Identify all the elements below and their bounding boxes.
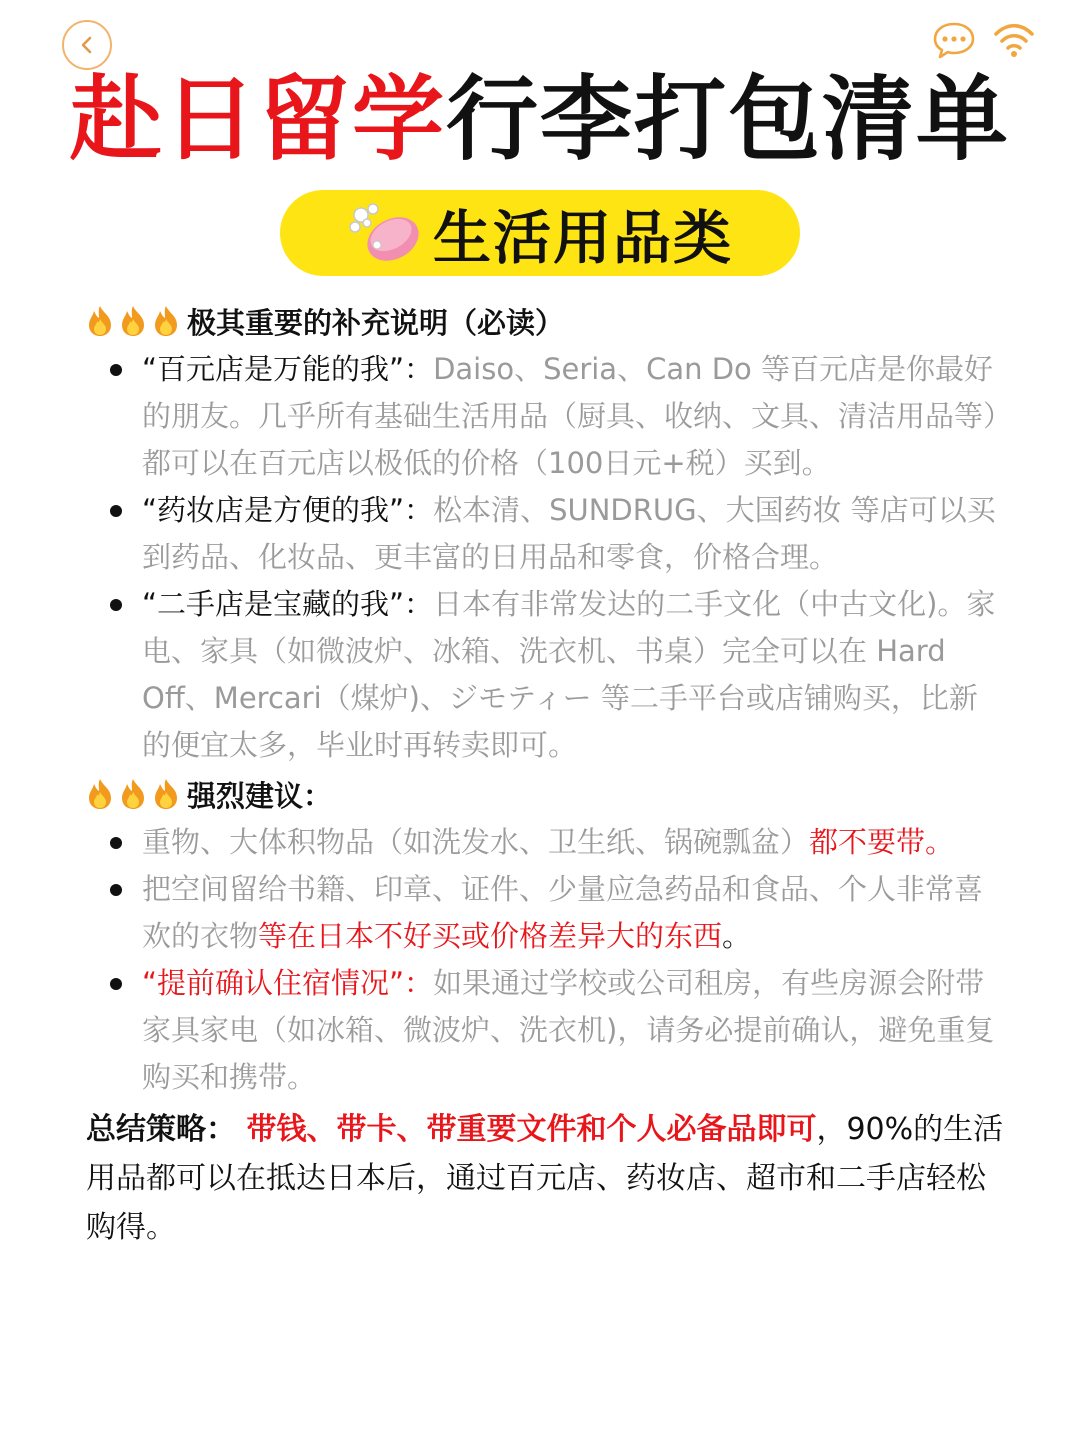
fire-icon: [150, 777, 182, 811]
section1-heading-text: 极其重要的补充说明（必读）: [187, 305, 565, 340]
chat-bubble-icon[interactable]: [932, 20, 976, 60]
item-highlight: 都不要带。: [809, 825, 955, 859]
item-lead: “二手店是宝藏的我”：: [142, 587, 434, 621]
fire-icon: [150, 304, 182, 338]
item-text: 把空间留给书籍、印章、证件、少量应急药品和食品、个人非常喜欢的衣物: [142, 872, 984, 953]
section-heading-suggestions: [84, 771, 1004, 817]
soap-icon: [347, 201, 423, 265]
category-label: 生活用品类: [432, 204, 733, 272]
list-item: [84, 581, 1004, 769]
fire-icon: [117, 777, 149, 811]
important-notes-list: [84, 346, 1004, 769]
item-lead: “百元店是万能的我”：: [142, 352, 434, 386]
fire-icon: [117, 304, 149, 338]
item-lead: “提前确认住宿情况”：: [142, 966, 434, 1000]
summary-text: ，90%的生活用品都可以在抵达日本后，通过百元店、药妆店、超市和二手店轻松购得。: [86, 1112, 1004, 1245]
page-title: [0, 60, 1080, 180]
item-text: 如果通过学校或公司租房，有些房源会附带家具家电（如冰箱、微波炉、洗衣机)，请务必提前确认，避免重复购买和携带。: [142, 966, 995, 1094]
fire-icons: [84, 777, 183, 811]
summary-label: 总结策略：: [86, 1112, 236, 1147]
fire-icons: [84, 304, 183, 338]
item-highlight: 等在日本不好买或价格差异大的东西: [258, 919, 723, 953]
list-item: [84, 866, 1004, 960]
main-content: [84, 298, 1004, 1252]
item-text: Daiso、Seria、Can Do 等百元店是你最好的朋友。几乎所有基础生活用品（厨具、收纳、文具、清洁用品等）都可以在百元店以极低的价格（100日元+税）买到。: [142, 352, 998, 480]
item-tail: 。: [722, 919, 752, 953]
item-text: 重物、大体积物品（如洗发水、卫生纸、锅碗瓢盆）: [142, 825, 810, 859]
list-item: [84, 819, 1004, 866]
title-black: 行李打包清单: [446, 66, 1011, 173]
summary-strategy: [86, 1105, 1004, 1252]
wifi-icon[interactable]: [992, 20, 1036, 60]
item-text: 日本有非常发达的二手文化（中古文化)。家电、家具（如微波炉、冰箱、洗衣机、书桌）完全可以在 Hard Off、Mercari（煤炉)、ジモティー 等二手平台或店铺购买，比新的便宜太多，毕业时再转卖即可。: [142, 587, 996, 762]
summary-highlight: 带钱、带卡、带重要文件和个人必备品即可: [236, 1112, 817, 1147]
fire-icon: [84, 777, 116, 811]
item-lead: “药妆店是方便的我”：: [142, 493, 434, 527]
top-right-icons: [932, 20, 1036, 60]
section-heading-important: [84, 298, 1004, 344]
fire-icon: [84, 304, 116, 338]
section2-heading-text: 强烈建议：: [187, 778, 333, 813]
list-item: [84, 487, 1004, 581]
chevron-left-icon: [77, 35, 97, 55]
item-text: 松本清、SUNDRUG、大国药妆 等店可以买到药品、化妆品、更丰富的日用品和零食，价格合理。: [142, 493, 996, 574]
list-item: [84, 346, 1004, 487]
category-pill: [280, 190, 800, 276]
title-red: 赴日留学: [69, 66, 446, 173]
list-item: [84, 960, 1004, 1101]
suggestions-list: [84, 819, 1004, 1101]
